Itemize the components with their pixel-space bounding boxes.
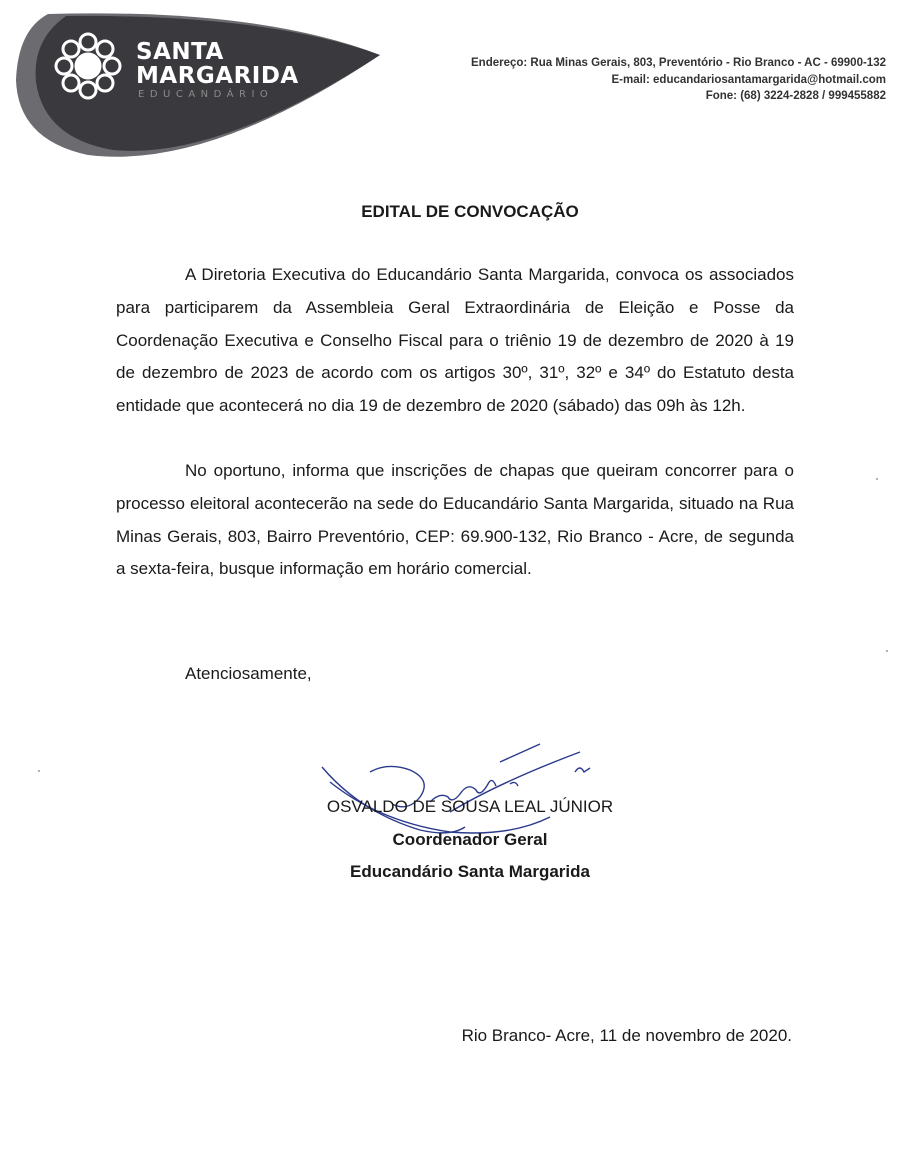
logo-name-line2: MARGARIDA	[136, 63, 299, 89]
paragraph-convocation-text: A Diretoria Executiva do Educandário Santa Margarida, convoca os associados para participarem da Assembleia Geral Extraordinária de Eleição e Posse da Coordenação Executiva e Conselho Fiscal para o triênio 19 de dezembro de 2020 à 19 de dezembro de 2023 de acordo com os artigos 30º, 31º, 32º e 34º do Estatuto desta entidade que acontecerá no dia 19 de dezembro de 2020 (sábado) das 09h às 12h.	[116, 265, 794, 416]
paragraph-registration	[116, 455, 794, 586]
paragraph-registration-text: No oportuno, informa que inscrições de chapas que queiram concorrer para o processo eleitoral acontecerão na sede do Educandário Santa Margarida, situado na Rua Minas Gerais, 803, Bairro Preventório, CEP: 69.900-132, Rio Branco - Acre, de segunda a sexta-feira, busque informação em horário comercial.	[116, 461, 794, 579]
paragraph-convocation	[116, 259, 794, 423]
letterhead-contact	[471, 55, 886, 105]
contact-email: E-mail: educandariosantamargarida@hotmail.com	[611, 73, 886, 86]
contact-phone: Fone: (68) 3224-2828 / 999455882	[705, 90, 886, 102]
signatory-organization: Educandário Santa Margarida	[350, 862, 590, 881]
scan-speck	[876, 478, 878, 480]
place-and-date: Rio Branco- Acre, 11 de novembro de 2020.	[461, 1026, 792, 1045]
logo-subtitle: EDUCANDÁRIO	[138, 89, 274, 100]
logo-name	[136, 40, 299, 88]
signatory-name: OSVALDO DE SOUSA LEAL JÚNIOR	[326, 797, 614, 816]
document-title: EDITAL DE CONVOCAÇÃO	[361, 202, 579, 221]
contact-address: Endereço: Rua Minas Gerais, 803, Preventório - Rio Branco - AC - 69900-132	[471, 57, 886, 69]
handwritten-signature	[300, 742, 600, 842]
logo-name-line1: SANTA	[136, 39, 224, 65]
closing-salutation: Atenciosamente,	[185, 664, 312, 683]
scan-speck	[38, 770, 40, 772]
scan-speck	[886, 650, 888, 652]
signatory-role: Coordenador Geral	[392, 830, 548, 849]
letterhead-logo	[8, 10, 388, 160]
